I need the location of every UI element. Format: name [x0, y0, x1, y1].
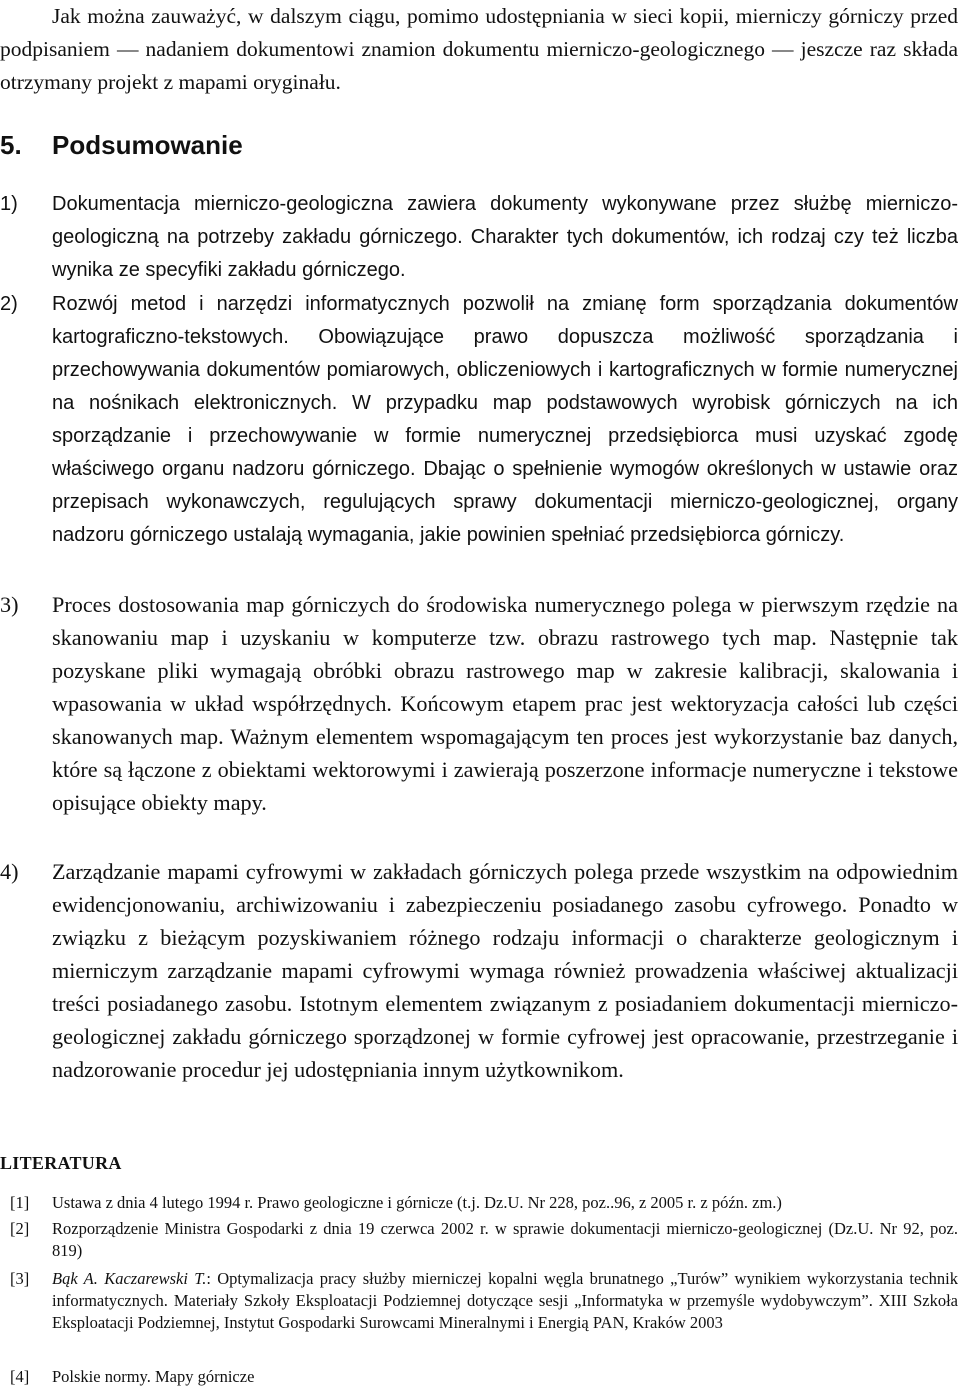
references-heading: LITERATURA	[0, 1153, 122, 1173]
reference-3	[0, 1268, 958, 1334]
reference-text	[52, 1192, 958, 1214]
reference-1	[0, 1192, 958, 1214]
intro-paragraph: Jak można zauważyć, w dalszym ciągu, pomimo udostępniania w sieci kopii, mierniczy górniczy przed podpisaniem — nadaniem dokumentowi znamion dokumentu mierniczo-geologicznego — jeszcze raz składa otrzymany projekt z mapami oryginału.	[0, 4, 958, 94]
summary-point-4	[0, 855, 958, 1086]
reference-marker: [2]	[10, 1219, 30, 1238]
reference-marker: [4]	[10, 1367, 30, 1386]
reference-authors: Bąk A. Kaczarewski T.	[52, 1269, 207, 1288]
point-marker: 2)	[0, 293, 18, 315]
reference-text	[52, 1268, 958, 1334]
point-text: Proces dostosowania map górniczych do środowiska numerycznego polega w pierwszym rzędzie na skanowaniu map i uzyskaniu w komputerze tzw. obrazu rastrowego tych map. Następnie tak pozyskane pliki wymagają obróbki obrazu rastrowego map w zakresie kalibracji, skalowania i wpasowania w układ współrzędnych. Końcowym etapem prac jest wektoryzacja całości lub części skanowanych map. Ważnym elementem wspomagającym ten proces jest wykorzystanie baz danych, które są łączone z obiektami wektorowymi i zawierają poszerzone informacje numeryczne i tekstowe opisujące obiekty mapy.	[52, 592, 958, 815]
point-marker: 3)	[0, 592, 19, 617]
point-marker: 1)	[0, 193, 18, 215]
reference-body: Rozporządzenie Ministra Gospodarki z dnia 19 czerwca 2002 r. w sprawie dokumentacji mierniczo-geologicznej (Dz.U. Nr 92, poz. 819)	[52, 1219, 958, 1260]
point-text: Dokumentacja mierniczo-geologiczna zawiera dokumenty wykonywane przez służbę mierniczo-geologiczną na potrzeby zakładu górniczego. Charakter tych dokumentów, ich rodzaj czy też liczba wynika ze specyfiki zakładu górniczego.	[52, 193, 958, 281]
reference-2	[0, 1218, 958, 1262]
section-title: Podsumowanie	[52, 130, 243, 160]
summary-point-3	[0, 588, 958, 819]
point-marker: 4)	[0, 859, 19, 884]
reference-text	[52, 1218, 958, 1262]
summary-point-1	[0, 188, 958, 287]
reference-marker: [3]	[10, 1269, 30, 1288]
reference-4	[0, 1366, 958, 1388]
reference-body: Ustawa z dnia 4 lutego 1994 r. Prawo geologiczne i górnicze (t.j. Dz.U. Nr 228, poz..96, z 2005 r. z późn. zm.)	[52, 1193, 782, 1212]
reference-marker: [1]	[10, 1193, 30, 1212]
reference-text	[52, 1366, 958, 1388]
summary-point-2	[0, 288, 958, 552]
point-text: Zarządzanie mapami cyfrowymi w zakładach górniczych polega przede wszystkim na odpowiednim ewidencjonowaniu, archiwizowaniu i zabezpieczeniu posiadanego zasobu cyfrowego. Ponadto w związku z bieżącym pozyskiwaniem różnego rodzaju informacji o charakterze geologicznym i mierniczym zarządzanie mapami cyfrowymi wymaga również prowadzenia właściwej aktualizacji treści posiadanego zasobu. Istotnym elementem związanym z posiadaniem dokumentacji mierniczo-geologicznej zakładu górniczego sporządzonej w formie cyfrowej jest opracowanie, przestrzeganie i nadzorowanie procedur jej udostępniania innym użytkownikom.	[52, 859, 958, 1082]
reference-body: Polskie normy. Mapy górnicze	[52, 1367, 255, 1386]
section-heading	[0, 128, 243, 162]
reference-body: : Optymalizacja pracy służby mierniczej kopalni węgla brunatnego „Turów” wynikiem wykorzystania technik informatycznych. Materiały Szkoły Eksploatacji Podziemnej dotyczące sesji „Informatyka w przemyśle wydobywczym”. XIII Szkoła Eksploatacji Podziemnej, Instytut Gospodarki Surowcami Mineralnymi i Energią PAN, Kraków 2003	[52, 1269, 958, 1332]
point-text: Rozwój metod i narzędzi informatycznych pozwolił na zmianę form sporządzania dokumentów kartograficzno-tekstowych. Obowiązujące prawo dopuszcza możliwość sporządzania i przechowywania dokumentów pomiarowych, obliczeniowych i kartograficznych w formie numerycznej na nośnikach elektronicznych. W przypadku map podstawowych wyrobisk górniczych na ich sporządzanie i przechowywanie w formie numerycznej przedsiębiorca musi uzyskać zgodę właściwego organu nadzoru górniczego. Dbając o spełnienie wymogów określonych w ustawie oraz przepisach wykonawczych, regulujących sprawy dokumentacji mierniczo-geologicznej, organy nadzoru górniczego ustalają wymagania, jakie powinien spełniać przedsiębiorca górniczy.	[52, 293, 958, 546]
section-number: 5.	[0, 130, 22, 160]
